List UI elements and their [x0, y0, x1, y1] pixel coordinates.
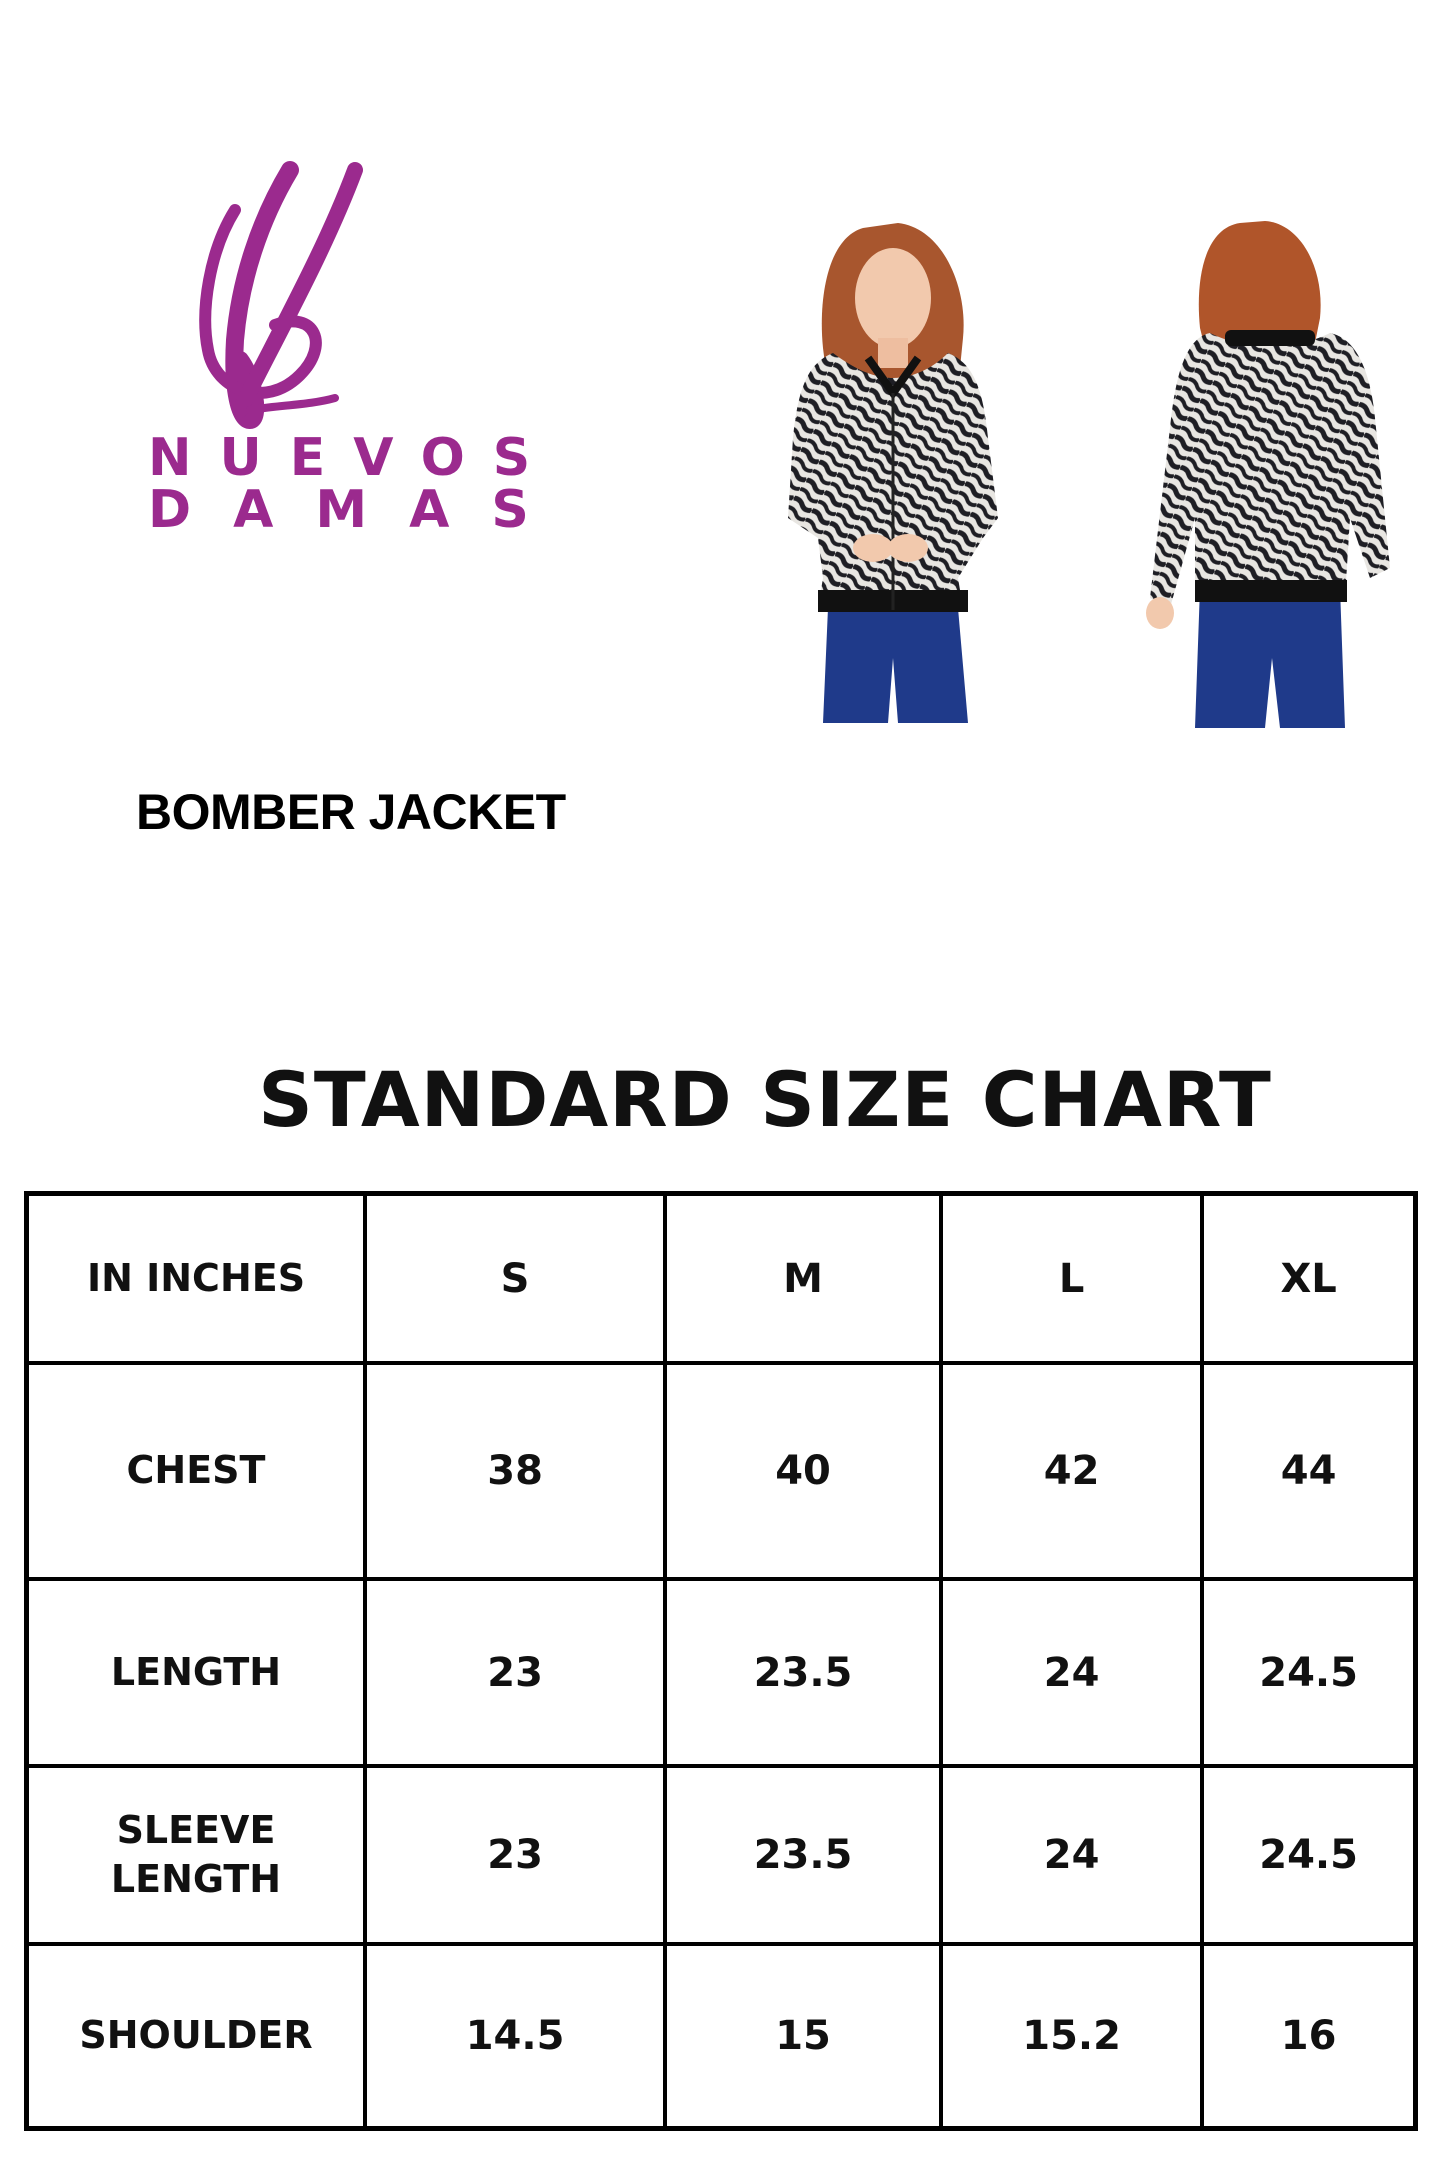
size-chart-table [24, 1191, 1418, 2131]
header-size-xl: XL [1202, 1194, 1415, 1364]
cell-length-xl: 24.5 [1202, 1579, 1415, 1766]
product-photo-front [748, 218, 1038, 723]
header-size-l: L [941, 1194, 1202, 1364]
table-row-length [27, 1579, 1416, 1766]
brand-name-line2-text: DAMAS [148, 480, 571, 540]
brand-name-line2 [148, 480, 571, 540]
cell-shoulder-xl: 16 [1202, 1944, 1415, 2129]
row-label-shoulder: SHOULDER [27, 1944, 366, 2129]
header-size-s: S [365, 1194, 665, 1364]
cell-chest-s: 38 [365, 1363, 665, 1579]
row-label-sleeve-line2: LENGTH [110, 1857, 282, 1901]
cell-length-s: 23 [365, 1579, 665, 1766]
cell-chest-xl: 44 [1202, 1363, 1415, 1579]
row-label-sleeve-length [27, 1766, 366, 1944]
product-photo-back [1140, 218, 1400, 728]
cell-shoulder-m: 15 [665, 1944, 941, 2129]
cell-chest-m: 40 [665, 1363, 941, 1579]
brand-name-line1-text: NUEVOS [148, 428, 559, 488]
cell-length-l: 24 [941, 1579, 1202, 1766]
table-row-chest [27, 1363, 1416, 1579]
header-in-inches: IN INCHES [27, 1194, 366, 1364]
row-label-chest: CHEST [27, 1363, 366, 1579]
cell-sleeve-l: 24 [941, 1766, 1202, 1944]
header-size-m: M [665, 1194, 941, 1364]
cell-shoulder-s: 14.5 [365, 1944, 665, 2129]
cell-length-m: 23.5 [665, 1579, 941, 1766]
brand-name-line1 [148, 428, 559, 488]
cell-sleeve-m: 23.5 [665, 1766, 941, 1944]
product-title: BOMBER JACKET [136, 784, 566, 840]
table-row-shoulder [27, 1944, 1416, 2129]
row-label-sleeve-line1: SLEEVE [116, 1807, 276, 1852]
cell-chest-l: 42 [941, 1363, 1202, 1579]
table-header-row [27, 1194, 1416, 1364]
cell-sleeve-xl: 24.5 [1202, 1766, 1415, 1944]
cell-shoulder-l: 15.2 [941, 1944, 1202, 2129]
size-chart-title: STANDARD SIZE CHART [258, 1055, 1272, 1144]
row-label-length: LENGTH [27, 1579, 366, 1766]
table-row-sleeve-length [27, 1766, 1416, 1944]
cell-sleeve-s: 23 [365, 1766, 665, 1944]
